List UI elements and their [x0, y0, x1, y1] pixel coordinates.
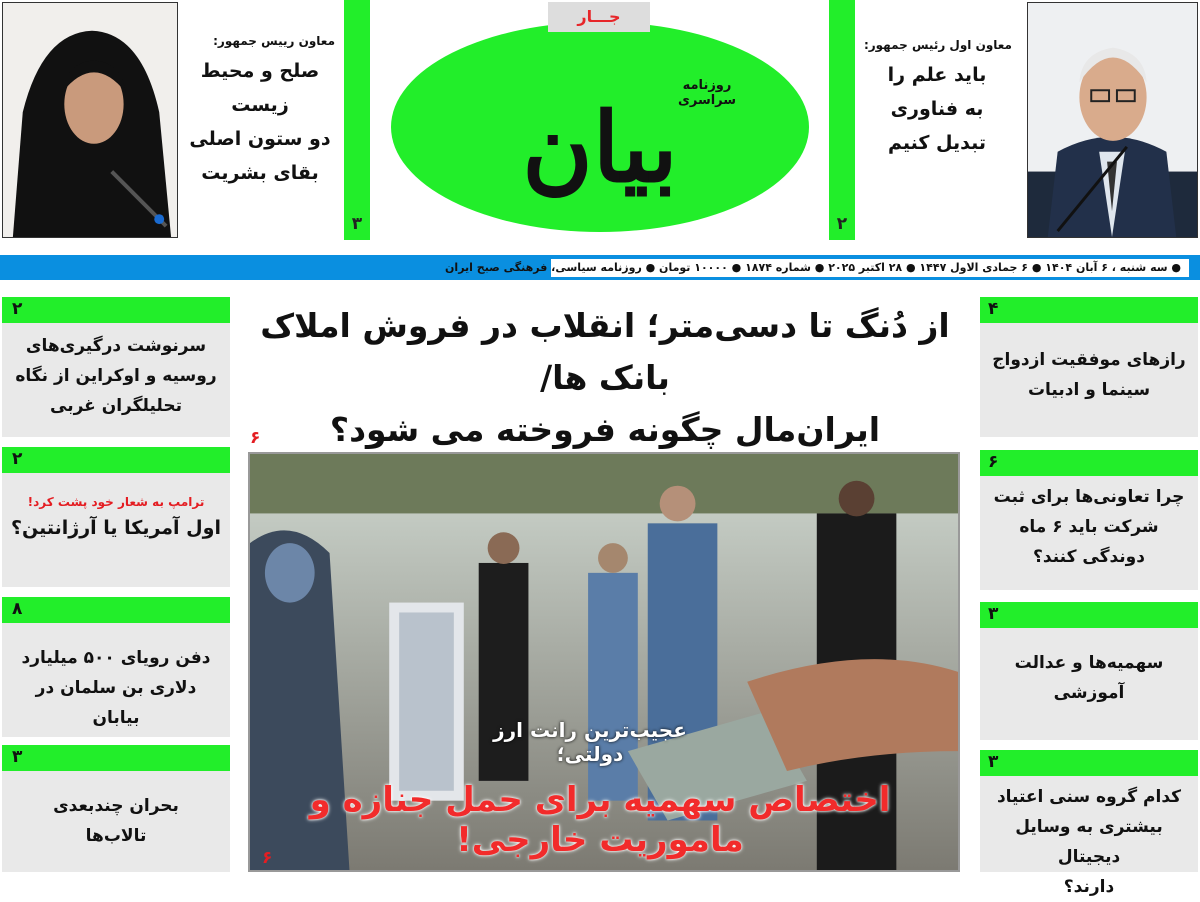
main-headline-line: از دُنگ تا دسی‌متر؛ انقلاب در فروش املاک بانک ها/ [260, 306, 950, 397]
main-photo-page-number: ۶ [262, 848, 273, 868]
story-page-number: ۴ [988, 299, 999, 319]
right-header-page-number: ۲ [836, 214, 848, 234]
story-line: دوندگی کنند؟ [1033, 547, 1145, 567]
story-page-number: ۳ [12, 747, 23, 767]
main-photo-kicker: عجیب‌ترین رانت ارز دولتی؛ [493, 718, 687, 766]
story-line: بحران چندبعدی [53, 796, 179, 816]
story-line: دفن رویای ۵۰۰ میلیارد [21, 648, 211, 668]
right-story-3[interactable] [980, 602, 1198, 740]
story-page-number: ۳ [988, 604, 999, 624]
left-story-3[interactable] [2, 597, 230, 737]
vice-president-photo [1027, 2, 1198, 238]
story-page-number: ۶ [988, 452, 999, 472]
story-page-number: ۲ [12, 299, 23, 319]
story-line: روسیه و اوکراین از نگاه [15, 366, 217, 386]
story-line: بیشتری به وسایل دیجیتال [1015, 817, 1163, 867]
logo-subtitle: روزنامه سراسری [677, 78, 737, 108]
story-page-number: ۲ [12, 449, 23, 469]
right-header-story[interactable] [862, 38, 1012, 160]
story-line: رازهای موفقیت ازدواج [992, 350, 1186, 370]
right-header-green-bar [829, 0, 855, 240]
issue-info: ● سه شنبه ، ۶ آبان ۱۴۰۴ ● ۶ جمادی الاول ۱۴۴۷ ● ۲۸ اکتبر ۲۰۲۵ ● شماره ۱۸۷۴ ● ۱۰۰۰۰ تومان ● روزنامه سیاسی، فرهنگی صبح ایران [550, 258, 1190, 278]
left-story-4[interactable] [2, 745, 230, 872]
story-header-bar [980, 450, 1198, 476]
story-line: دارند؟ [1063, 877, 1115, 897]
main-photo-title[interactable]: اختصاص سهمیه برای حمل جنازه و ماموریت خارجی! [309, 780, 891, 860]
story-header-bar [2, 745, 230, 771]
left-header-line: صلح و محیط زیست [200, 60, 320, 116]
logo-tab[interactable]: جـــار [548, 2, 650, 32]
vice-president-female-photo [2, 2, 178, 238]
logo-wordmark[interactable]: بیان [522, 91, 678, 204]
story-line: اول آمریکا یا آرژانتین؟ [10, 517, 221, 539]
story-line: تحلیلگران غربی [50, 396, 182, 416]
story-line: سرنوشت درگیری‌های [25, 336, 207, 356]
story-header-bar [980, 750, 1198, 776]
info-bar [0, 255, 1200, 280]
story-page-number: ۳ [988, 752, 999, 772]
right-header-line: باید علم را [887, 64, 987, 86]
left-header-green-bar [344, 0, 370, 240]
left-story-1[interactable] [2, 297, 230, 437]
story-header-bar [2, 297, 230, 323]
main-headline[interactable] [240, 300, 970, 456]
story-line: سهمیه‌ها و عدالت [1014, 653, 1164, 673]
left-header-line: بقای بشریت [201, 162, 319, 184]
story-line: چرا تعاونی‌ها برای ثبت [993, 487, 1185, 507]
story-header-bar [2, 447, 230, 473]
right-header-line: تبدیل کنیم [887, 132, 987, 154]
story-header-bar [980, 297, 1198, 323]
main-headline-page-number: ۶ [250, 428, 261, 448]
right-story-1[interactable] [980, 297, 1198, 437]
story-line: آموزشی [1053, 683, 1125, 703]
story-header-bar [980, 602, 1198, 628]
right-story-2[interactable] [980, 450, 1198, 590]
story-line: کدام گروه سنی اعتیاد [996, 787, 1182, 807]
left-header-page-number: ۳ [351, 214, 363, 234]
left-header-story[interactable] [185, 34, 335, 190]
story-line: دلاری بن سلمان در بیابان [35, 678, 197, 728]
main-headline-line: ایران‌مال چگونه فروخته می شود؟ [329, 410, 881, 449]
story-header-bar [2, 597, 230, 623]
story-line: سینما و ادبیات [1027, 380, 1151, 400]
story-line: تالاب‌ها [85, 826, 147, 846]
right-header-kicker: معاون اول رئیس جمهور: [863, 38, 1012, 52]
left-header-kicker: معاون رییس جمهور: [213, 34, 335, 48]
story-line: شرکت باید ۶ ماه [1019, 517, 1159, 537]
left-header-line: دو ستون اصلی [189, 128, 331, 150]
right-header-line: به فناوری [890, 98, 984, 120]
story-page-number: ۸ [12, 599, 23, 619]
story-kicker: ترامپ به شعار خود پشت کرد! [27, 495, 205, 509]
right-story-4[interactable] [980, 750, 1198, 897]
left-story-2[interactable] [2, 447, 230, 587]
